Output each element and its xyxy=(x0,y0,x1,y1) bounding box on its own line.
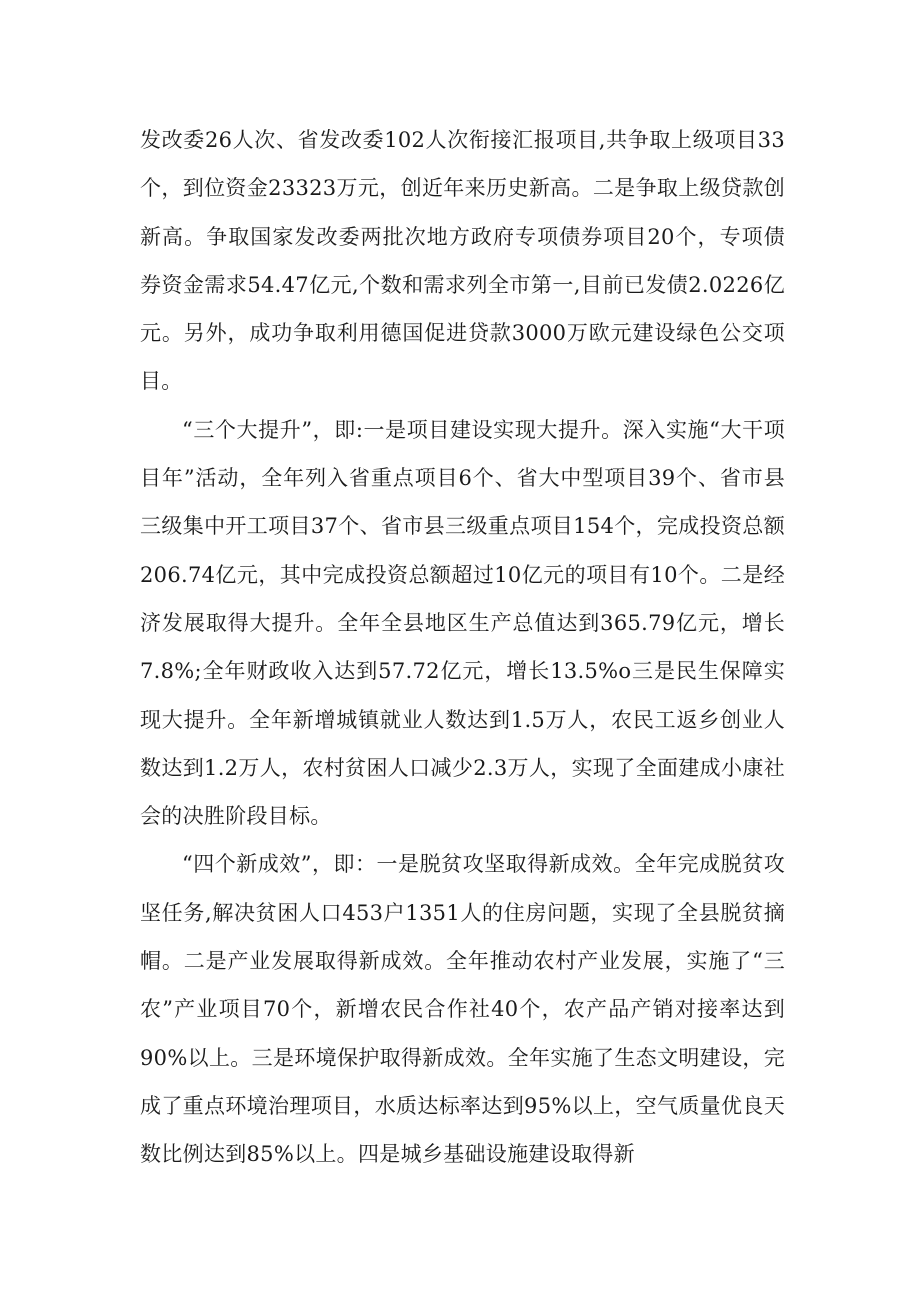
paragraph-funding: 发改委26人次、省发改委102人次衔接汇报项目,共争取上级项目33个，到位资金23323万元，创近年来历史新高。二是争取上级贷款创新高。争取国家发改委两批次地方政府专项债券项目20个，专项债券资金需求54.47亿元,个数和需求列全市第一,目前已发债2.0226亿元。另外，成功争取利用德国促进贷款3000万欧元建设绿色公交项目。 xyxy=(140,128,785,394)
paragraph-four-achievements: “四个新成效”，即：一是脱贫攻坚取得新成效。全年完成脱贫攻坚任务,解决贫困人口453户1351人的住房问题，实现了全县脱贫摘帽。二是产业发展取得新成效。全年推动农村产业发展，实施了“三农”产业项目70个，新增农民合作社40个，农产品产销对接率达到90%以上。三是环境保护取得新成效。全年实施了生态文明建设，完成了重点环境治理项目，水质达标率达到95%以上，空气质量优良天数比例达到85%以上。四是城乡基础设施建设取得新 xyxy=(140,852,785,1167)
document-body xyxy=(140,116,785,1179)
paragraph-three-improvements: “三个大提升”，即:一是项目建设实现大提升。深入实施“大干项目年”活动，全年列入省重点项目6个、省大中型项目39个、省市县三级集中开工项目37个、省市县三级重点项目154个，完成投资总额206.74亿元，其中完成投资总额超过10亿元的项目有10个。二是经济发展取得大提升。全年全县地区生产总值达到365.79亿元，增长7.8%;全年财政收入达到57.72亿元，增长13.5%o三是民生保障实现大提升。全年新增城镇就业人数达到1.5万人，农民工返乡创业人数达到1.2万人，农村贫困人口减少2.3万人，实现了全面建成小康社会的决胜阶段目标。 xyxy=(140,417,785,829)
